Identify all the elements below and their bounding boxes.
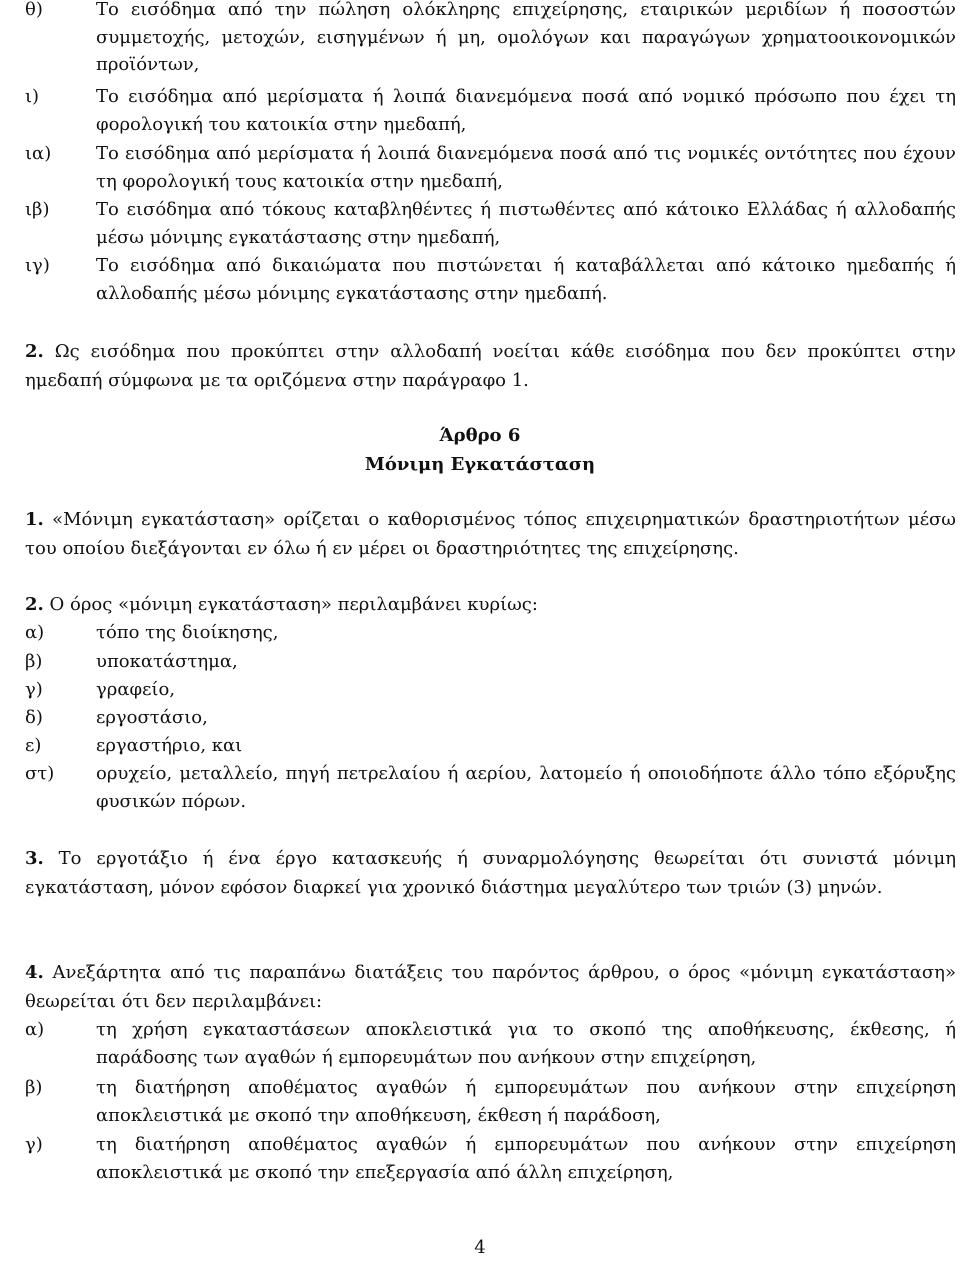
- list-label: α): [25, 1019, 45, 1040]
- list-text: Το εισόδημα από την πώληση ολόκληρης επιχείρησης, εταιρικών μεριδίων ή ποσοστών συμμετοχής, μετοχών, εισηγμένων ή μη, ομολόγων και παραγώγων χρηματοοικονομικών προϊόντων,: [96, 0, 956, 75]
- paragraph-number: 4.: [25, 962, 44, 983]
- list-text: ορυχείο, μεταλλείο, πηγή πετρελαίου ή αερίου, λατομείο ή οποιοδήποτε άλλο τόπο εξόρυξης φυσικών πόρων.: [96, 763, 956, 812]
- list-label: ι): [25, 86, 40, 107]
- list-text: Το εισόδημα από μερίσματα ή λοιπά διανεμόμενα ποσά από νομικό πρόσωπο που έχει τη φορολογική του κατοικία στην ημεδαπή,: [96, 86, 956, 135]
- list-text: υποκατάστημα,: [96, 651, 238, 672]
- list-label: ιβ): [25, 199, 50, 220]
- paragraph-number: 2.: [25, 594, 44, 615]
- list-label: β): [25, 1077, 43, 1098]
- list-label: γ): [25, 1134, 43, 1155]
- list-text: τόπο της διοίκησης,: [96, 622, 279, 643]
- list-text: τη διατήρηση αποθέματος αγαθών ή εμπορευμάτων που ανήκουν στην επιχείρηση αποκλειστικά με σκοπό την αποθήκευση, έκθεση ή παράδοση,: [96, 1077, 956, 1126]
- paragraph-text: «Μόνιμη εγκατάσταση» ορίζεται ο καθορισμένος τόπος επιχειρηματικών δραστηριοτήτων μέσω του οποίου διεξάγονται εν όλω ή εν μέρει οι δραστηριότητες της επιχείρησης.: [25, 509, 956, 559]
- list-text: εργοστάσιο,: [96, 707, 208, 728]
- list-text: εργαστήριο, και: [96, 735, 243, 756]
- list-text: τη διατήρηση αποθέματος αγαθών ή εμπορευμάτων που ανήκουν στην επιχείρηση αποκλειστικά με σκοπό την επεξεργασία από άλλη επιχείρηση,: [96, 1134, 956, 1183]
- article-title: Άρθρο 6: [439, 425, 521, 446]
- page-number: 4: [474, 1237, 486, 1258]
- list-text: τη χρήση εγκαταστάσεων αποκλειστικά για το σκοπό της αποθήκευσης, έκθεσης, ή παράδοσης των αγαθών ή εμπορευμάτων που ανήκουν στην επιχείρηση,: [96, 1019, 956, 1068]
- list-text: Το εισόδημα από δικαιώματα που πιστώνεται ή καταβάλλεται από κάτοικο ημεδαπής ή αλλοδαπής μέσω μόνιμης εγκατάστασης στην ημεδαπή.: [96, 255, 956, 304]
- paragraph-number: 3.: [25, 848, 44, 869]
- article-subtitle: Μόνιμη Εγκατάσταση: [364, 454, 596, 475]
- list-label: γ): [25, 679, 43, 700]
- paragraph-text: Ο όρος «μόνιμη εγκατάσταση» περιλαμβάνει κυρίως:: [49, 594, 538, 615]
- list-label: ιγ): [25, 255, 50, 276]
- list-label: θ): [25, 0, 43, 20]
- list-text: Το εισόδημα από τόκους καταβληθέντες ή πιστωθέντες από κάτοικο Ελλάδας ή αλλοδαπής μέσω μόνιμης εγκατάστασης στην ημεδαπή,: [96, 199, 956, 248]
- article-paragraph-3: [25, 844, 956, 902]
- paragraph-number: 1.: [25, 509, 44, 530]
- paragraph-text: Ως εισόδημα που προκύπτει στην αλλοδαπή νοείται κάθε εισόδημα που δεν προκύπτει στην ημεδαπή σύμφωνα με τα οριζόμενα στην παράγραφο 1.: [25, 341, 956, 391]
- paragraph-text: Το εργοτάξιο ή ένα έργο κατασκευής ή συναρμολόγησης θεωρείται ότι συνιστά μόνιμη εγκατάσταση, μόνον εφόσον διαρκεί για χρονικό διάστημα μεγαλύτερο των τριών (3) μηνών.: [25, 848, 956, 898]
- list-label: ια): [25, 143, 52, 164]
- paragraph-2: [25, 337, 956, 395]
- list-label: δ): [25, 707, 43, 728]
- list-label: α): [25, 622, 45, 643]
- list-text: γραφείο,: [96, 679, 176, 700]
- list-label: ε): [25, 735, 42, 756]
- list-text: Το εισόδημα από μερίσματα ή λοιπά διανεμόμενα ποσά από τις νομικές οντότητες που έχουν τη φορολογική τους κατοικία στην ημεδαπή,: [96, 143, 956, 192]
- list-label: στ): [25, 763, 55, 784]
- list-label: β): [25, 651, 43, 672]
- paragraph-text: Ανεξάρτητα από τις παραπάνω διατάξεις του παρόντος άρθρου, ο όρος «μόνιμη εγκατάσταση» θεωρείται ότι δεν περιλαμβάνει:: [25, 962, 956, 1012]
- paragraph-number: 2.: [25, 341, 44, 362]
- article-paragraph-1: [25, 505, 956, 563]
- article-paragraph-4: [25, 958, 956, 1016]
- article-paragraph-2: [25, 590, 956, 619]
